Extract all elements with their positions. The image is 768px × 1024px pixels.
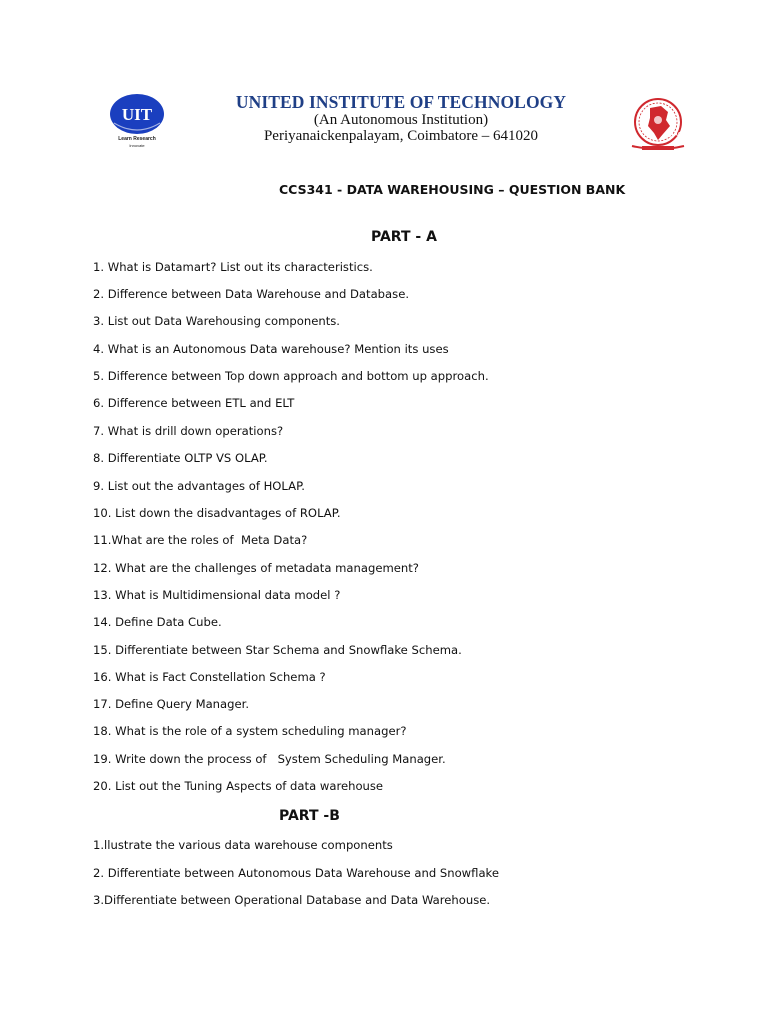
institution-address: Periyanaickenpalayam, Coimbatore – 641020	[263, 128, 539, 144]
question-item: 15. Differentiate between Star Schema and Snowflake Schema.	[93, 643, 462, 657]
question-item: 14. Define Data Cube.	[93, 615, 222, 629]
question-item: 18. What is the role of a system scheduling manager?	[93, 724, 407, 738]
question-item: 1.llustrate the various data warehouse components	[93, 838, 393, 852]
question-item: 16. What is Fact Constellation Schema ?	[93, 670, 326, 684]
institution-name: UNITED INSTITUTE OF TECHNOLOGY	[235, 92, 567, 112]
question-item: 11.What are the roles of Meta Data?	[93, 533, 308, 547]
question-item: 10. List down the disadvantages of ROLAP.	[93, 506, 341, 520]
question-item: 9. List out the advantages of HOLAP.	[93, 479, 305, 493]
question-item: 5. Difference between Top down approach and bottom up approach.	[93, 369, 489, 383]
svg-text:Learn Research: Learn Research	[118, 136, 156, 142]
question-item: 2. Differentiate between Autonomous Data Warehouse and Snowflake	[93, 866, 499, 880]
institution-subtitle: (An Autonomous Institution)	[313, 112, 489, 128]
part-a-heading: PART - A	[371, 229, 437, 245]
question-item: 1. What is Datamart? List out its characteristics.	[93, 260, 373, 274]
question-item: 20. List out the Tuning Aspects of data warehouse	[93, 779, 384, 793]
question-item: 13. What is Multidimensional data model ?	[93, 588, 341, 602]
part-b-heading: PART -B	[279, 808, 340, 824]
question-item: 19. Write down the process of System Scheduling Manager.	[93, 752, 446, 766]
question-item: 3. List out Data Warehousing components.	[93, 314, 340, 328]
question-item: 17. Define Query Manager.	[93, 697, 250, 711]
svg-text:UIT: UIT	[121, 105, 153, 124]
question-item: 6. Difference between ETL and ELT	[93, 396, 295, 410]
question-item: 8. Differentiate OLTP VS OLAP.	[93, 451, 268, 465]
question-item: 7. What is drill down operations?	[93, 424, 284, 438]
question-item: 12. What are the challenges of metadata management?	[93, 561, 419, 575]
document-title: CCS341 - DATA WAREHOUSING – QUESTION BANK	[279, 182, 626, 197]
question-item: 3.Differentiate between Operational Database and Data Warehouse.	[93, 893, 491, 907]
svg-text:Innovate: Innovate	[129, 143, 145, 148]
question-item: 2. Difference between Data Warehouse and Database.	[93, 287, 410, 301]
question-item: 4. What is an Autonomous Data warehouse? Mention its uses	[93, 342, 449, 356]
svg-text:NAAC: NAAC	[666, 132, 682, 138]
